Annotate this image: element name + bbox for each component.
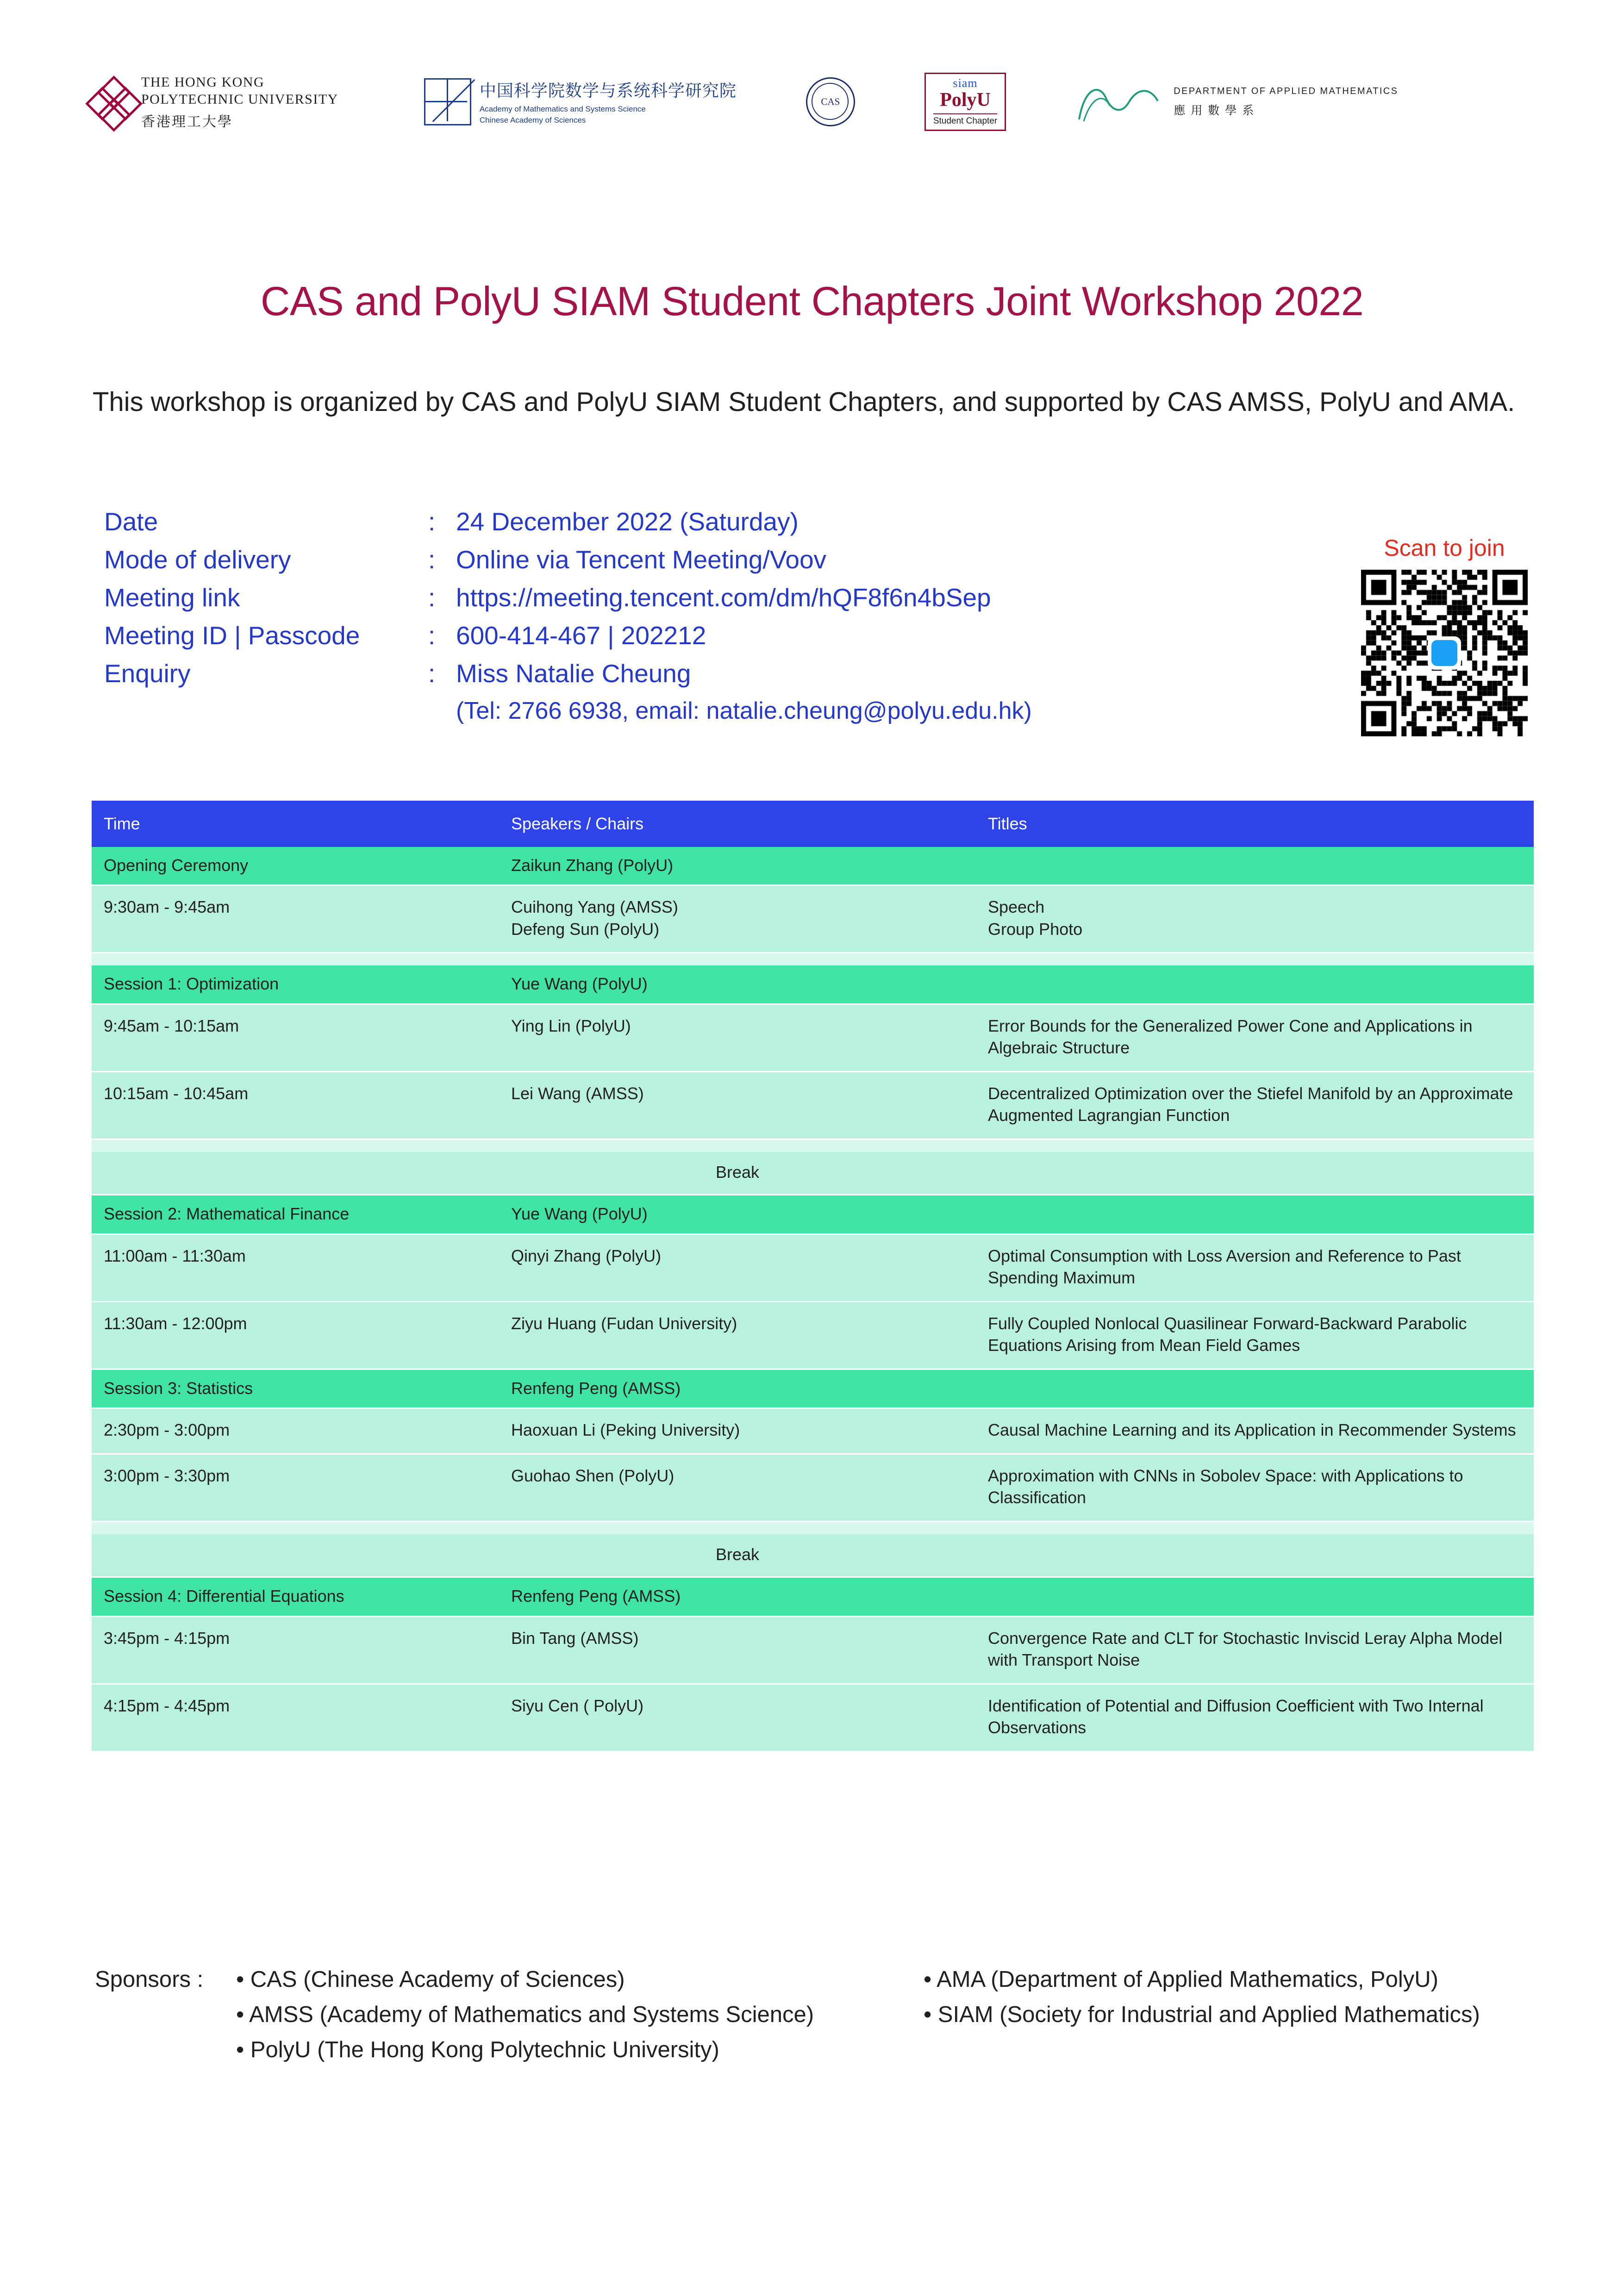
siam-chapter-polyu-text: PolyU — [940, 89, 991, 111]
schedule-cell-speaker: Cuihong Yang (AMSS) Defeng Sun (PolyU) — [499, 885, 976, 953]
schedule-cell-speaker: Renfeng Peng (AMSS) — [499, 1369, 976, 1408]
schedule-cell-time: 11:00am - 11:30am — [92, 1234, 499, 1301]
schedule-row — [92, 1684, 1534, 1751]
schedule-cell-title: Error Bounds for the Generalized Power Cone and Applications in Algebraic Structure — [976, 1004, 1534, 1071]
amss-logo-cn: 中国科学院数学与系统科学研究院 — [479, 81, 737, 101]
schedule-spacer-row — [92, 1139, 1534, 1152]
schedule-cell-title: Speech Group Photo — [976, 885, 1534, 953]
sponsor-item: • PolyU (The Hong Kong Polytechnic University) — [236, 2037, 719, 2062]
polyu-diamond-icon — [90, 81, 133, 123]
schedule-cell-speaker: Yue Wang (PolyU) — [499, 1195, 976, 1234]
schedule-break-row — [92, 1534, 1534, 1577]
sponsor-item: • AMSS (Academy of Mathematics and Systems Science) — [236, 2002, 814, 2027]
amss-logo-text — [480, 78, 737, 126]
schedule-cell-speaker: Qinyi Zhang (PolyU) — [499, 1234, 976, 1301]
schedule-cell-time: 9:45am - 10:15am — [92, 1004, 499, 1071]
siam-chapter-box — [924, 73, 1006, 131]
schedule-cell-time: 9:30am - 9:45am — [92, 885, 499, 953]
sponsor-item: • CAS (Chinese Academy of Sciences) — [236, 1967, 625, 1992]
schedule-row — [92, 885, 1534, 953]
cas-seal-logo — [806, 77, 855, 126]
schedule-cell-title — [976, 965, 1534, 1004]
schedule-cell-title — [976, 1195, 1534, 1234]
info-label: Date — [104, 507, 158, 536]
polyu-logo-cn: 香港理工大學 — [141, 113, 233, 130]
schedule-cell-title: Causal Machine Learning and its Application in Recommender Systems — [976, 1408, 1534, 1454]
schedule-cell-speaker: Yue Wang (PolyU) — [499, 965, 976, 1004]
schedule-header-titles: Titles — [976, 801, 1534, 847]
info-row — [104, 547, 1032, 572]
amss-square-icon — [424, 78, 471, 125]
siam-polyu-student-chapter-logo — [924, 73, 1006, 131]
schedule-cell-time: Session 2: Mathematical Finance — [92, 1195, 499, 1234]
info-value-date: 24 December 2022 (Saturday) — [456, 507, 799, 536]
schedule-cell-speaker: Ziyu Huang (Fudan University) — [499, 1301, 976, 1369]
ama-logo-text — [1174, 86, 1398, 118]
schedule-break-empty-cell — [92, 1152, 499, 1195]
qr-section — [1354, 535, 1535, 736]
schedule-cell-title: Identification of Potential and Diffusion Coefficient with Two Internal Observations — [976, 1684, 1534, 1751]
polyu-logo-text — [141, 74, 338, 131]
schedule-body — [92, 847, 1534, 1752]
meeting-link[interactable]: https://meeting.tencent.com/dm/hQF8f6n4bSep — [456, 583, 991, 612]
schedule-cell-speaker: Lei Wang (AMSS) — [499, 1071, 976, 1139]
schedule-session-row — [92, 1195, 1534, 1234]
info-label: Enquiry — [104, 659, 191, 688]
cas-seal-icon — [806, 77, 855, 126]
sponsors-label: Sponsors : — [95, 1967, 204, 1992]
info-colon: : — [428, 583, 436, 612]
schedule-row — [92, 1454, 1534, 1521]
schedule-cell-title: Optimal Consumption with Loss Aversion and Reference to Past Spending Maximum — [976, 1234, 1534, 1301]
schedule-header-time: Time — [92, 801, 499, 847]
info-value-enquiry-contact: (Tel: 2766 6938, email: natalie.cheung@polyu.edu.hk) — [456, 697, 1032, 724]
schedule-cell-speaker: Renfeng Peng (AMSS) — [499, 1577, 976, 1617]
schedule-cell-time: 2:30pm - 3:00pm — [92, 1408, 499, 1454]
sponsor-item: • AMA (Department of Applied Mathematics, PolyU) — [924, 1967, 1438, 1992]
schedule-cell-time: Session 3: Statistics — [92, 1369, 499, 1408]
info-label: Mode of delivery — [104, 545, 291, 574]
schedule-session-row — [92, 965, 1534, 1004]
ama-logo-cn: 應用數學系 — [1174, 103, 1260, 117]
schedule-break-empty-cell — [976, 1152, 1534, 1195]
schedule-spacer-row — [92, 1521, 1534, 1534]
ama-logo-en: DEPARTMENT OF APPLIED MATHEMATICS — [1174, 86, 1399, 96]
ama-logo — [1075, 79, 1398, 125]
sponsor-item: • SIAM (Society for Industrial and Applied Mathematics) — [924, 2002, 1480, 2027]
schedule-row — [92, 1234, 1534, 1301]
schedule-cell-title — [976, 1577, 1534, 1617]
qr-caption: Scan to join — [1384, 535, 1505, 561]
schedule-cell-speaker: Bin Tang (AMSS) — [499, 1616, 976, 1684]
schedule-break-row — [92, 1152, 1534, 1195]
schedule-table — [92, 801, 1534, 1752]
schedule-cell-time: Opening Ceremony — [92, 847, 499, 885]
info-value-meeting-id: 600-414-467 | 202212 — [456, 621, 706, 650]
schedule-cell-title — [976, 847, 1534, 885]
ama-curve-icon — [1075, 79, 1163, 125]
info-colon: : — [428, 659, 436, 688]
amss-logo-en1: Academy of Mathematics and Systems Science — [479, 105, 646, 114]
schedule-cell-title: Approximation with CNNs in Sobolev Space: with Applications to Classification — [976, 1454, 1534, 1521]
schedule-cell-speaker: Zaikun Zhang (PolyU) — [499, 847, 976, 885]
schedule-session-row — [92, 847, 1534, 885]
info-row — [104, 585, 1032, 610]
schedule-row — [92, 1004, 1534, 1071]
schedule-cell-speaker: Haoxuan Li (Peking University) — [499, 1408, 976, 1454]
schedule-row — [92, 1408, 1534, 1454]
schedule-cell-time: 11:30am - 12:00pm — [92, 1301, 499, 1369]
schedule-cell-time: Session 4: Differential Equations — [92, 1577, 499, 1617]
info-label: Meeting ID | Passcode — [104, 621, 360, 650]
info-label: Meeting link — [104, 583, 240, 612]
schedule-session-row — [92, 1369, 1534, 1408]
schedule-cell-time: 10:15am - 10:45am — [92, 1071, 499, 1139]
schedule-cell-title: Convergence Rate and CLT for Stochastic Inviscid Leray Alpha Model with Transport Noise — [976, 1616, 1534, 1684]
info-row — [104, 623, 1032, 648]
sponsors-column-2 — [924, 1962, 1480, 2033]
schedule-break-label: Break — [499, 1534, 976, 1577]
schedule-break-empty-cell — [92, 1534, 499, 1577]
siam-chapter-label: Student Chapter — [933, 113, 997, 125]
schedule-header-row — [92, 801, 1534, 847]
schedule-row — [92, 1301, 1534, 1369]
schedule-cell-speaker: Guohao Shen (PolyU) — [499, 1454, 976, 1521]
schedule-cell-time: Session 1: Optimization — [92, 965, 499, 1004]
intro-paragraph: This workshop is organized by CAS and PolyU SIAM Student Chapters, and supported by CAS AMSS, PolyU and AMA. — [93, 387, 1515, 417]
info-colon: : — [428, 507, 436, 536]
info-row — [104, 509, 1032, 535]
info-value-mode: Online via Tencent Meeting/Voov — [456, 545, 827, 574]
qr-center-badge-icon — [1428, 636, 1461, 670]
amss-logo-en2: Chinese Academy of Sciences — [479, 116, 586, 124]
info-row — [104, 661, 1032, 686]
event-info-block — [104, 509, 1032, 723]
schedule-cell-speaker: Ying Lin (PolyU) — [499, 1004, 976, 1071]
logo-bar — [0, 60, 1624, 143]
schedule-cell-title — [976, 1369, 1534, 1408]
schedule-spacer-cell — [92, 1139, 1534, 1152]
schedule-session-row — [92, 1577, 1534, 1617]
schedule-header-speakers: Speakers / Chairs — [499, 801, 976, 847]
cas-seal-core-text: CAS — [821, 96, 840, 107]
schedule-cell-time: 3:00pm - 3:30pm — [92, 1454, 499, 1521]
schedule-cell-time: 4:15pm - 4:45pm — [92, 1684, 499, 1751]
schedule-cell-title: Decentralized Optimization over the Stiefel Manifold by an Approximate Augmented Lagrangian Function — [976, 1071, 1534, 1139]
qr-code-image[interactable] — [1361, 570, 1528, 736]
page-title: CAS and PolyU SIAM Student Chapters Joint Workshop 2022 — [260, 278, 1364, 324]
polyu-logo — [90, 74, 338, 131]
schedule-row — [92, 1616, 1534, 1684]
schedule-spacer-cell — [92, 953, 1534, 966]
info-value-enquiry: Miss Natalie Cheung — [456, 659, 691, 688]
schedule-row — [92, 1071, 1534, 1139]
polyu-logo-en-line1: THE HONG KONG — [141, 74, 265, 90]
schedule-break-label: Break — [499, 1152, 976, 1195]
schedule-spacer-row — [92, 953, 1534, 966]
sponsors-column-1 — [236, 1962, 814, 2068]
schedule-cell-speaker: Siyu Cen ( PolyU) — [499, 1684, 976, 1751]
amss-logo — [424, 78, 737, 126]
schedule-cell-time: 3:45pm - 4:15pm — [92, 1616, 499, 1684]
siam-chapter-siam-text: siam — [953, 76, 978, 90]
info-colon: : — [428, 621, 436, 650]
info-colon: : — [428, 545, 436, 574]
schedule-cell-title: Fully Coupled Nonlocal Quasilinear Forward-Backward Parabolic Equations Arising from Mean Field Games — [976, 1301, 1534, 1369]
polyu-logo-en-line2: POLYTECHNIC UNIVERSITY — [141, 92, 338, 107]
schedule-spacer-cell — [92, 1521, 1534, 1534]
schedule-break-empty-cell — [976, 1534, 1534, 1577]
